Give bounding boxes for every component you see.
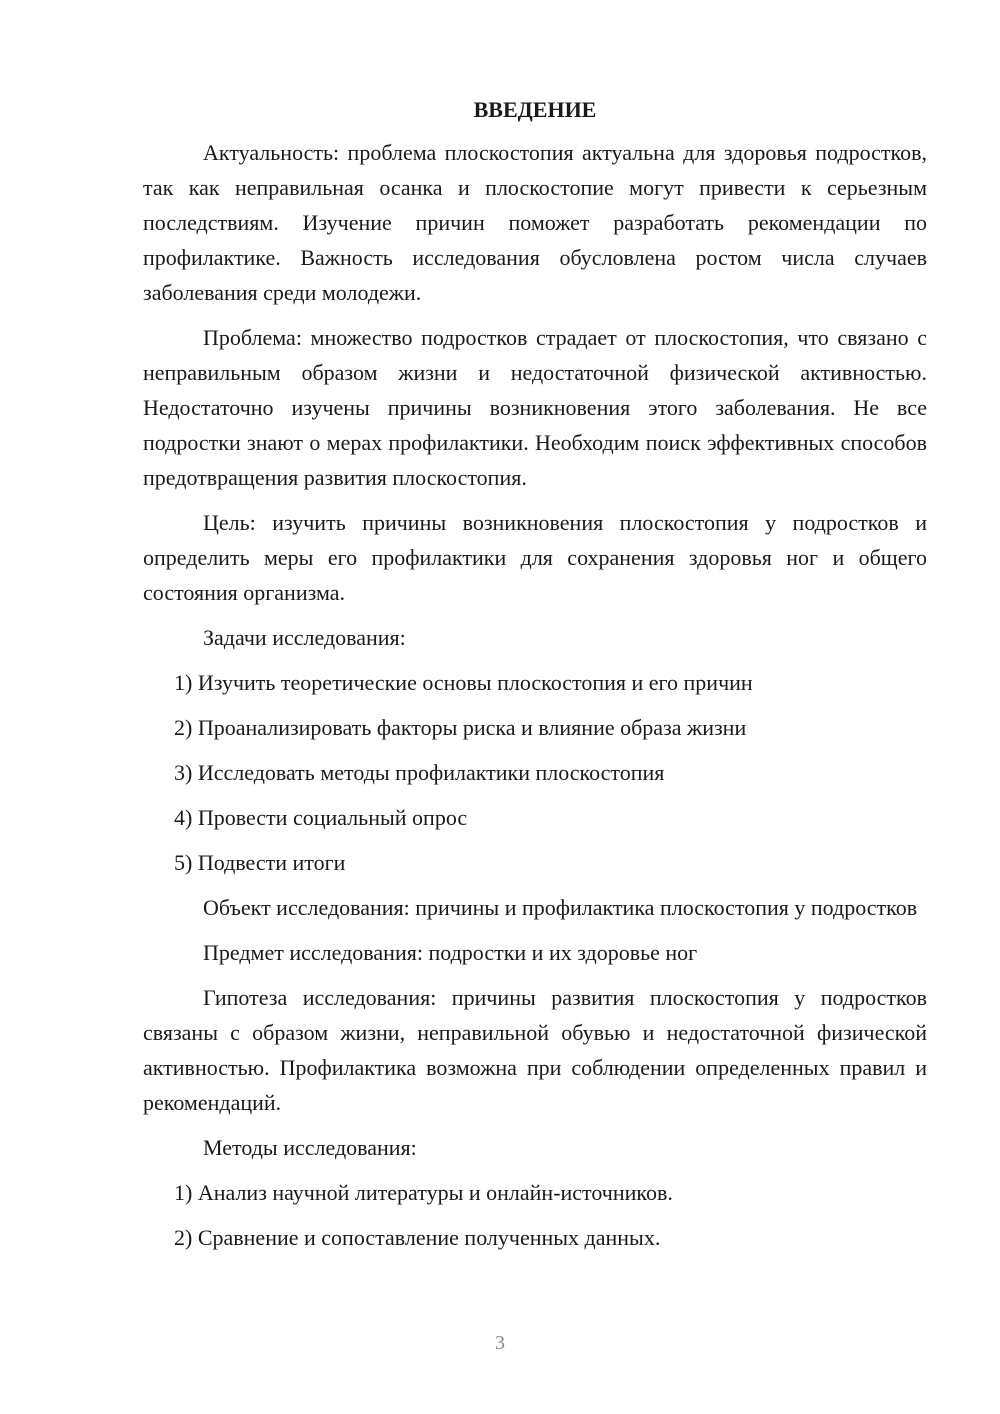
problem-paragraph: Проблема: множество подростков страдает от плоскостопия, что связано с неправильным образом жизни и недостаточной физической активностью. Недостаточно изучены причины возникновения этого заболевания. Не все подростки знают о мерах профилактики. Необходим поиск эффективных способов предотвращения развития плоскостопия. xyxy=(143,325,927,490)
hypothesis-paragraph: Гипотеза исследования: причины развития плоскостопия у подростков связаны с образом жизни, неправильной обувью и недостаточной физической активностью. Профилактика возможна при соблюдении определенных правил и рекомендаций. xyxy=(143,985,927,1115)
object-paragraph: Объект исследования: причины и профилактика плоскостопия у подростков xyxy=(203,895,918,920)
task-item-1: 1) Изучить теоретические основы плоскостопия и его причин xyxy=(174,670,753,695)
page-title: ВВЕДЕНИЕ xyxy=(473,97,597,122)
page-number: 3 xyxy=(495,1332,505,1354)
methods-heading: Методы исследования: xyxy=(203,1135,417,1160)
task-item-3: 3) Исследовать методы профилактики плоскостопия xyxy=(174,760,665,785)
subject-paragraph: Предмет исследования: подростки и их здоровье ног xyxy=(203,940,698,965)
document-page xyxy=(143,95,927,1265)
tasks-heading: Задачи исследования: xyxy=(203,625,406,650)
task-item-5: 5) Подвести итоги xyxy=(174,850,346,875)
method-item-2: 2) Сравнение и сопоставление полученных данных. xyxy=(174,1225,661,1250)
task-item-2: 2) Проанализировать факторы риска и влияние образа жизни xyxy=(174,715,747,740)
task-item-4: 4) Провести социальный опрос xyxy=(174,805,468,830)
method-item-1: 1) Анализ научной литературы и онлайн-источников. xyxy=(174,1180,673,1205)
relevance-paragraph: Актуальность: проблема плоскостопия актуальна для здоровья подростков, так как неправильная осанка и плоскостопие могут привести к серьезным последствиям. Изучение причин поможет разработать рекомендации по профилактике. Важность исследования обусловлена ростом числа случаев заболевания среди молодежи. xyxy=(143,140,927,305)
goal-paragraph: Цель: изучить причины возникновения плоскостопия у подростков и определить меры его профилактики для сохранения здоровья ног и общего состояния организма. xyxy=(143,510,927,605)
